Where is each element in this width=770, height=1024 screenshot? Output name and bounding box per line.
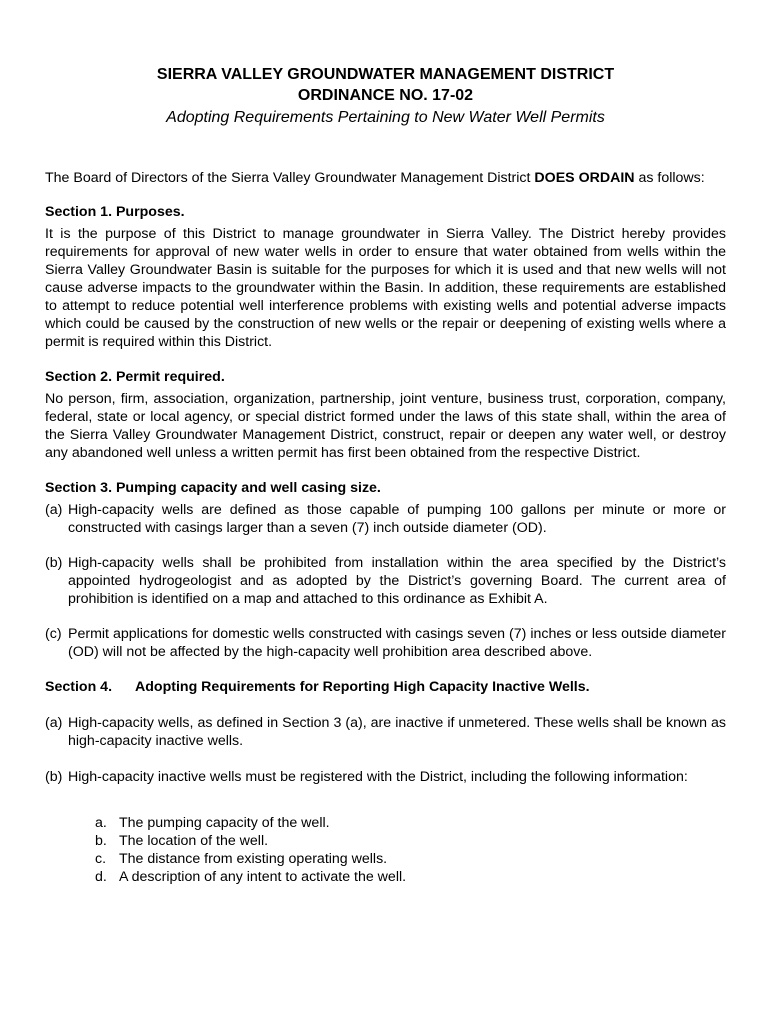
list-item <box>95 814 726 832</box>
list-text: A description of any intent to activate the well. <box>119 869 407 885</box>
ordinance-subtitle: Adopting Requirements Pertaining to New Water Well Permits <box>166 109 605 126</box>
intro-text-before: The Board of Directors of the Sierra Valley Groundwater Management District <box>45 170 535 186</box>
list-item <box>95 850 726 868</box>
item-text: High-capacity inactive wells must be registered with the District, including the following information: <box>68 769 688 785</box>
section1-body: It is the purpose of this District to manage groundwater in Sierra Valley. The District hereby provides requirements for approval of new water wells in order to ensure that water obtained from wells within the Sierra Valley Groundwater Basin is suitable for the purposes for which it is used and that new wells will not cause adverse impacts to the groundwater within the Basin. In addition, these requirements are established to attempt to reduce potential well interference problems with existing wells and potential adverse impacts which could be caused by the construction of new wells or the repair or deepening of existing wells where a permit is required within this District. <box>45 226 726 350</box>
section4-title: Adopting Requirements for Reporting High Capacity Inactive Wells. <box>135 679 590 695</box>
title-block <box>45 64 726 129</box>
intro-paragraph <box>45 169 726 187</box>
section3-heading: Section 3. Pumping capacity and well casing size. <box>45 480 381 496</box>
district-title: SIERRA VALLEY GROUNDWATER MANAGEMENT DISTRICT <box>156 66 615 83</box>
list-letter: a. <box>95 815 107 831</box>
section4-heading <box>45 678 726 696</box>
list-text: The pumping capacity of the well. <box>119 815 330 831</box>
ordinance-number: ORDINANCE NO. 17-02 <box>297 87 474 104</box>
section3-item-a <box>45 501 726 537</box>
item-text: High-capacity wells, as defined in Section 3 (a), are inactive if unmetered. These wells shall be known as high-capacity inactive wells. <box>68 715 726 749</box>
section4-item-a <box>45 714 726 750</box>
list-text: The location of the well. <box>119 833 269 849</box>
item-text: High-capacity wells shall be prohibited from installation within the area specified by the District’s appointed hydrogeologist and as adopted by the District’s governing Board. The current area of prohibition is identified on a map and attached to this ordinance as Exhibit A. <box>68 555 726 607</box>
list-text: The distance from existing operating wells. <box>119 851 388 867</box>
section2-heading: Section 2. Permit required. <box>45 369 225 385</box>
item-label: (c) <box>45 626 62 642</box>
registration-info-list <box>45 814 726 886</box>
item-label: (a) <box>45 715 63 731</box>
item-label: (a) <box>45 502 63 518</box>
intro-text-after: as follows: <box>634 170 705 186</box>
list-item <box>95 832 726 850</box>
list-letter: b. <box>95 833 107 849</box>
section1-heading: Section 1. Purposes. <box>45 204 185 220</box>
section2-body: No person, firm, association, organization, partnership, joint venture, business trust, corporation, company, federal, state or local agency, or special district formed under the laws of this state shall, within the area of the Sierra Valley Groundwater Management District, construct, repair or deepen any water well, or destroy any abandoned well unless a written permit has first been obtained from the respective District. <box>45 391 726 461</box>
list-item <box>95 868 726 886</box>
list-letter: d. <box>95 869 107 885</box>
item-label: (b) <box>45 555 63 571</box>
list-letter: c. <box>95 851 107 867</box>
item-text: Permit applications for domestic wells constructed with casings seven (7) inches or less outside diameter (OD) will not be affected by the high-capacity well prohibition area described above. <box>68 626 726 660</box>
document-page <box>45 64 726 886</box>
item-label: (b) <box>45 769 63 785</box>
section4-number: Section 4. <box>45 679 113 695</box>
intro-bold: DOES ORDAIN <box>534 170 635 186</box>
item-text: High-capacity wells are defined as those capable of pumping 100 gallons per minute or more or constructed with casings larger than a seven (7) inch outside diameter (OD). <box>68 502 726 536</box>
section3-item-b <box>45 554 726 608</box>
section4-item-b <box>45 768 726 786</box>
section3-item-c <box>45 625 726 661</box>
